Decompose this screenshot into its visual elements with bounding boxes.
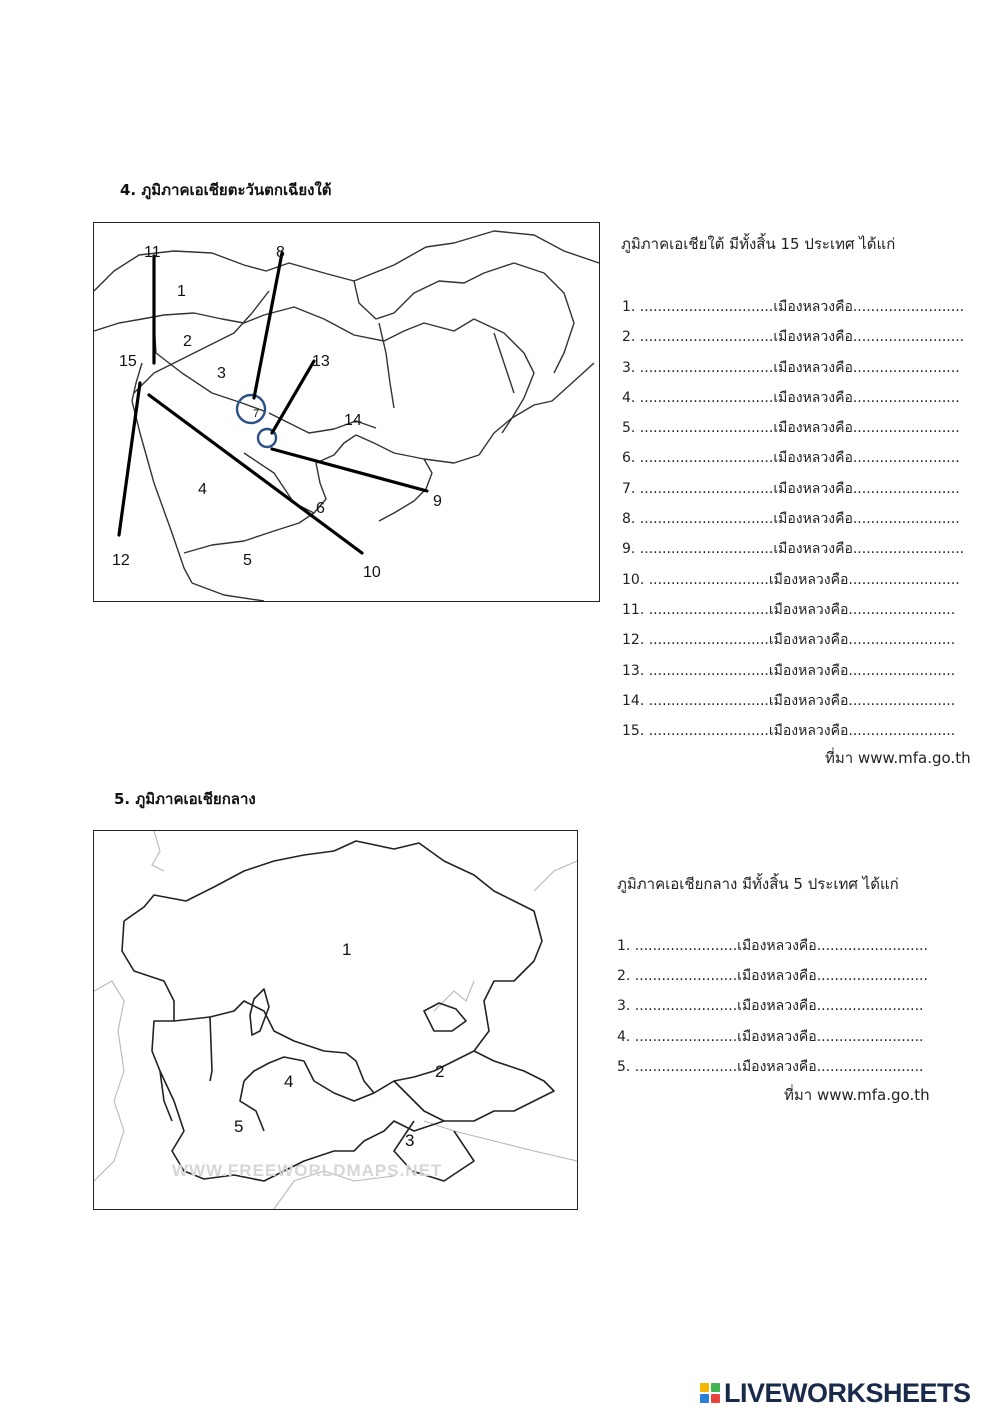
map4-label-4: 4 bbox=[198, 481, 207, 498]
section5-question-2[interactable]: 2. .......................เมืองหลวงคือ......................... bbox=[617, 968, 928, 985]
section5-question-4[interactable]: 4. .......................เมืองหลวงคือ........................ bbox=[617, 1028, 924, 1045]
map4-label-8: 8 bbox=[276, 244, 285, 261]
map4-label-14: 14 bbox=[344, 412, 362, 429]
section5-source: ที่มา www.mfa.go.th bbox=[784, 1086, 930, 1104]
southwest-asia-map-drawing bbox=[94, 223, 599, 601]
liveworksheets-logo-icon bbox=[700, 1383, 720, 1403]
map5-label-1: 1 bbox=[342, 940, 352, 959]
section4-question-4[interactable]: 4. ..............................เมืองหลวงคือ........................ bbox=[622, 389, 960, 406]
map4-label-3: 3 bbox=[217, 365, 226, 382]
section4-source: ที่มา www.mfa.go.th bbox=[825, 749, 971, 767]
section4-question-9[interactable]: 9. ..............................เมืองหลวงคือ......................... bbox=[622, 541, 965, 558]
map5-label-5: 5 bbox=[234, 1117, 244, 1136]
section4-question-1[interactable]: 1. ..............................เมืองหลวงคือ......................... bbox=[622, 299, 965, 315]
section4-question-11[interactable]: 11. ...........................เมืองหลวงคือ........................ bbox=[622, 601, 956, 618]
map4-label-1: 1 bbox=[177, 283, 186, 300]
section4-heading: 4. ภูมิภาคเอเชียตะวันตกเฉียงใต้ bbox=[120, 181, 332, 199]
map5-label-3: 3 bbox=[405, 1131, 415, 1150]
section5-question-5[interactable]: 5. .......................เมืองหลวงคือ........................ bbox=[617, 1058, 924, 1075]
section4-question-8[interactable]: 8. ..............................เมืองหลวงคือ........................ bbox=[622, 511, 960, 528]
section4-question-15[interactable]: 15. ...........................เมืองหลวงคือ........................ bbox=[622, 723, 956, 740]
section4-question-13[interactable]: 13. ...........................เมืองหลวงคือ........................ bbox=[622, 662, 956, 679]
map4-label-12: 12 bbox=[112, 552, 130, 569]
map4-label-11: 11 bbox=[144, 244, 161, 261]
map4-label-10: 10 bbox=[363, 564, 381, 581]
section4-question-3[interactable]: 3. ..............................เมืองหลวงคือ........................ bbox=[622, 359, 960, 376]
section4-question-2[interactable]: 2. ..............................เมืองหลวงคือ......................... bbox=[622, 329, 965, 346]
section4-question-7[interactable]: 7. ..............................เมืองหลวงคือ........................ bbox=[622, 480, 960, 497]
liveworksheets-logo bbox=[700, 1376, 971, 1410]
section4-question-5[interactable]: 5. ..............................เมืองหลวงคือ........................ bbox=[622, 420, 960, 437]
section5-question-1[interactable]: 1. .......................เมืองหลวงคือ......................... bbox=[617, 938, 928, 954]
map4-label-6: 6 bbox=[316, 500, 325, 517]
map4-label-13: 13 bbox=[312, 353, 330, 370]
map4-label-2: 2 bbox=[183, 333, 192, 350]
central-asia-map-drawing bbox=[94, 831, 577, 1209]
section5-heading: 5. ภูมิภาคเอเชียกลาง bbox=[114, 790, 256, 808]
central-asia-map bbox=[93, 830, 578, 1210]
section4-intro: ภูมิภาคเอเชียใต้ มีทั้งสิ้น 15 ประเทศ ได้แก่ bbox=[621, 235, 896, 253]
map4-label-15: 15 bbox=[119, 353, 137, 370]
section4-question-12[interactable]: 12. ...........................เมืองหลวงคือ........................ bbox=[622, 632, 956, 649]
section4-question-list bbox=[622, 292, 964, 746]
map4-label-9: 9 bbox=[433, 493, 442, 510]
section4-question-6[interactable]: 6. ..............................เมืองหลวงคือ........................ bbox=[622, 450, 960, 467]
section4-question-10[interactable]: 10. ...........................เมืองหลวงคือ......................... bbox=[622, 571, 960, 588]
map4-label-5: 5 bbox=[243, 552, 252, 569]
liveworksheets-wordmark: LIVEWORKSHEETS bbox=[724, 1377, 971, 1408]
section4-question-14[interactable]: 14. ...........................เมืองหลวงคือ........................ bbox=[622, 692, 956, 709]
map5-label-2: 2 bbox=[435, 1062, 445, 1081]
section5-question-3[interactable]: 3. .......................เมืองหลวงคือ........................ bbox=[617, 998, 924, 1015]
section5-intro: ภูมิภาคเอเชียกลาง มีทั้งสิ้น 5 ประเทศ ได้แก่ bbox=[617, 875, 899, 893]
section5-question-list bbox=[617, 931, 928, 1082]
southwest-asia-map bbox=[93, 222, 600, 602]
map5-label-4: 4 bbox=[284, 1072, 294, 1091]
map4-label-7: 7 bbox=[253, 408, 260, 420]
map5-watermark: WWW.FREEWORLDMAPS.NET bbox=[172, 1161, 443, 1180]
